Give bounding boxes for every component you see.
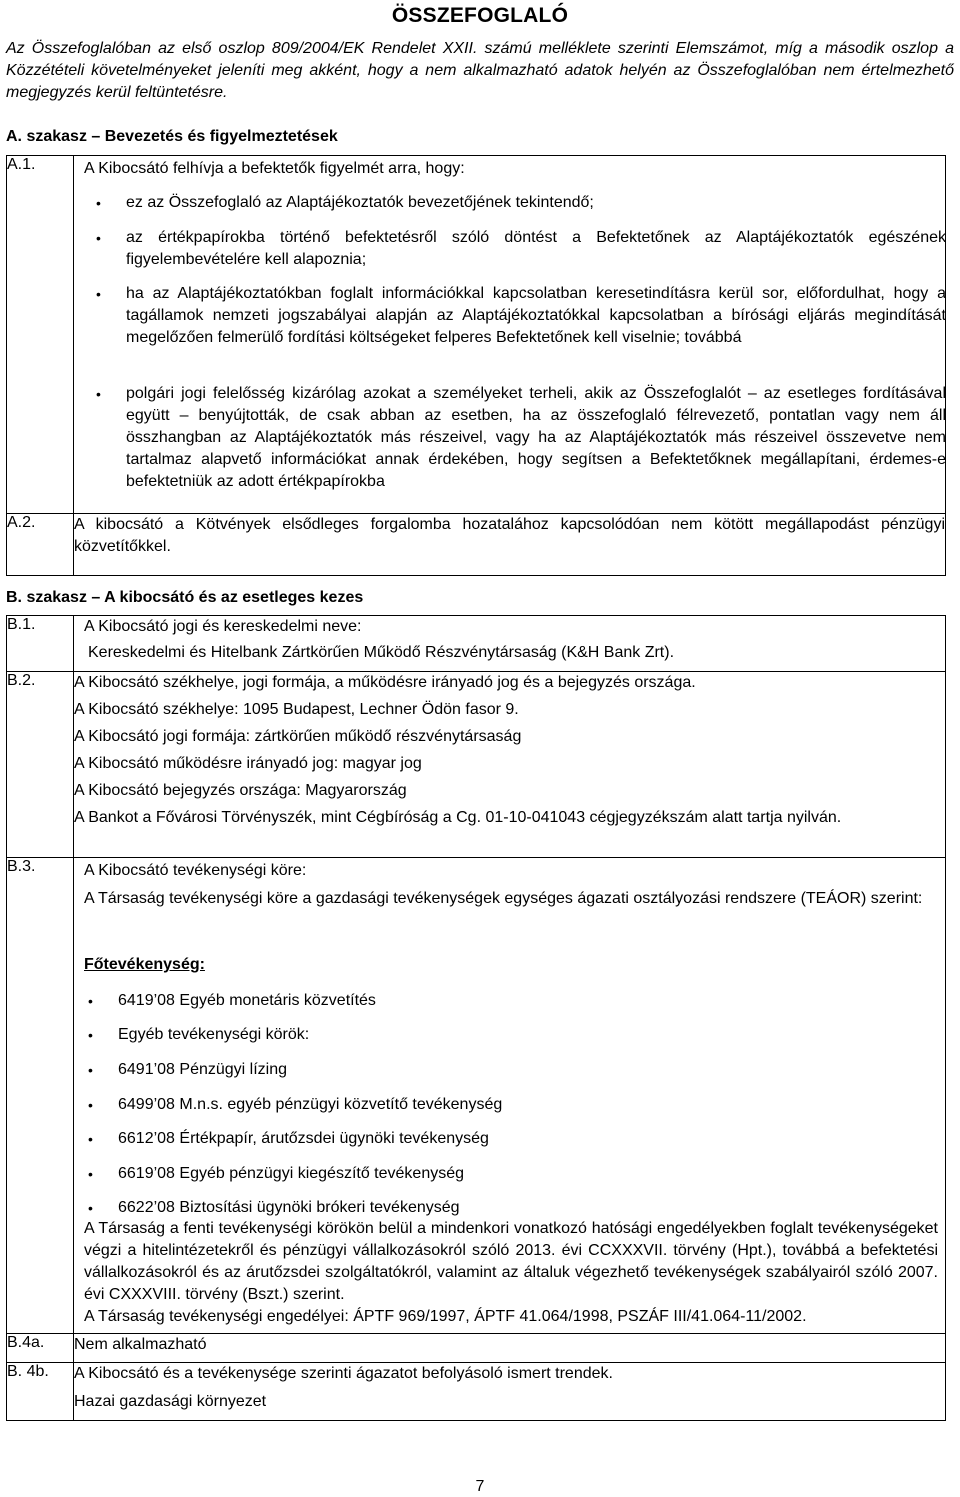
section-a-table: [6, 155, 946, 576]
content-b2: [74, 672, 946, 858]
code-a1: A.1.: [7, 156, 74, 514]
section-b-table: [6, 615, 946, 1421]
row-a1: [7, 156, 946, 514]
row-b2: [7, 672, 946, 858]
activity-4: • 6499’08 M.n.s. egyéb pénzügyi közvetítő tevékenység: [76, 1094, 936, 1116]
row-b3: [7, 858, 946, 1334]
b3-text: A Társaság tevékenységi köre a gazdasági tevékenységek egységes ágazati osztályozási rendszere (TEÁOR) szerint:: [84, 890, 923, 907]
code-b1: B.1.: [7, 616, 74, 672]
content-b4a: [74, 1334, 946, 1363]
b3-main-label: Főtevékenység:: [84, 956, 205, 973]
content-b3: [74, 858, 946, 1334]
b4b-text: Hazai gazdasági környezet: [74, 1393, 267, 1410]
b3-closing: A Társaság a fenti tevékenységi körökön belül a mindenkori vonatkozó hatósági engedélyekben foglalt tevékenységeket végzi a hitelintézetekről és pénzügyi vállalkozásokról szóló 2013. évi CCXXXVII. törvény (Hpt.), továbbá a befektetési vállalkozásokról és az árutőzsdei szolgáltatókról, valamint az általuk végezhető tevékenységek szabályairól szóló 2007. évi CXXXVIII. törvény (Bszt.) szerint.: [84, 1220, 938, 1303]
b4b-lead: A Kibocsátó és a tevékenysége szerinti ágazatot befolyásoló ismert trendek.: [74, 1365, 613, 1382]
code-b2: B.2.: [7, 672, 74, 858]
b2-lead: A Kibocsátó székhelye, jogi formája, a működésre irányadó jog és a bejegyzés országa.: [74, 674, 696, 691]
a2-text: A kibocsátó a Kötvények elsődleges forgalomba hozatalához kapcsolódóan nem kötött megállapodást pénzügyi közvetítőkkel.: [74, 516, 945, 555]
activity-2: • Egyéb tevékenységi körök:: [76, 1024, 936, 1046]
content-b4b: [74, 1363, 946, 1421]
page-title: ÖSSZEFOGLALÓ: [391, 4, 569, 27]
content-a2: [74, 514, 946, 576]
a1-bullet-list: [84, 192, 946, 214]
a1-bullet-1: • ez az Összefoglaló az Alaptájékoztatók bevezetőjének tekintendő;: [84, 192, 946, 214]
activity-1: • 6419’08 Egyéb monetáris közvetítés: [76, 990, 936, 1012]
section-a-heading: A. szakasz – Bevezetés és figyelmeztetések: [6, 128, 338, 145]
row-b1: [7, 616, 946, 672]
activity-5: • 6612’08 Értékpapír, árutőzsdei ügynöki tevékenység: [76, 1128, 936, 1150]
content-a1: [74, 156, 946, 514]
code-a2: A.2.: [7, 514, 74, 576]
activity-6: • 6619’08 Egyéb pénzügyi kiegészítő tevékenység: [76, 1163, 936, 1185]
content-b1: [74, 616, 946, 672]
b3-lead: A Kibocsátó tevékenységi köre:: [84, 862, 307, 879]
b2-line-3: A Kibocsátó működésre irányadó jog: magyar jog: [74, 755, 422, 772]
b3-permits: A Társaság tevékenységi engedélyei: ÁPTF 969/1997, ÁPTF 41.064/1998, PSZÁF III/41.064-11/2002.: [84, 1308, 807, 1325]
row-a2: [7, 514, 946, 576]
row-b4a: [7, 1334, 946, 1363]
section-b-heading: B. szakasz – A kibocsátó és az esetleges kezes: [6, 589, 364, 606]
b2-line-4: A Kibocsátó bejegyzés országa: Magyarország: [74, 782, 407, 799]
page-number: 7: [475, 1478, 485, 1495]
a1-bullet-4: • polgári jogi felelősség kizárólag azokat a személyeket terheli, akik az Összefoglalót – az esetleges fordításával együtt – benyújtották, de csak abban az esetben, ha az összefoglaló félrevezető, pontatlan vagy nem áll összhangban az Alaptájékoztatók más részeivel, vagy ha az Alaptájékoztatók más részeivel összevetve nem tartalmaz alapvető információkat annak érdekében, hogy segítsen a Befektetőknek megállapítani, érdemes-e befektetniük az adott értékpapírokba: [84, 383, 946, 493]
b2-line-1: A Kibocsátó székhelye: 1095 Budapest, Lechner Ödön fasor 9.: [74, 701, 519, 718]
code-b3: B.3.: [7, 858, 74, 1334]
code-b4b: B. 4b.: [7, 1363, 74, 1421]
b2-line-5: A Bankot a Fővárosi Törvényszék, mint Cégbíróság a Cg. 01-10-041043 cégjegyzékszám alatt tartja nyilván.: [74, 809, 842, 826]
a1-lead: A Kibocsátó felhívja a befektetők figyelmét arra, hogy:: [84, 160, 465, 177]
intro-paragraph: Az Összefoglalóban az első oszlop 809/2004/EK Rendelet XXII. számú melléklete szerinti Elemszámot, míg a második oszlop a Közzétételi követelményeket jeleníti meg akként, hogy a nem alkalmazható adatok helyén az Összefoglalóban nem értelmezhető megjegyzés kerül feltüntetésre.: [6, 40, 954, 101]
activity-3: • 6491’08 Pénzügyi lízing: [76, 1059, 936, 1081]
b1-value: Kereskedelmi és Hitelbank Zártkörűen Működő Részvénytársaság (K&H Bank Zrt).: [88, 644, 675, 661]
activity-7: • 6622’08 Biztosítási ügynöki brókeri tevékenység: [76, 1197, 936, 1219]
b2-line-2: A Kibocsátó jogi formája: zártkörűen működő részvénytársaság: [74, 728, 522, 745]
b4a-text: Nem alkalmazható: [74, 1336, 207, 1353]
row-b4b: [7, 1363, 946, 1421]
code-b4a: B.4a.: [7, 1334, 74, 1363]
a1-bullet-3: • ha az Alaptájékoztatókban foglalt információkkal kapcsolatban keresetindításra kerül sor, előfordulhat, hogy a tagállamok nemzeti jogszabályai alapján az Alaptájékoztatókkal kapcsolatban a bírósági eljárás megindítását megelőzően felmerülő fordítási költségeket felperes Befektetőnek kell viselnie; továbbá: [84, 283, 946, 349]
a1-bullet-2: • az értékpapírokba történő befektetésről szóló döntést a Befektetőnek az Alaptájékoztatók egészének figyelembevételére kell alapoznia;: [84, 227, 946, 271]
b1-lead: A Kibocsátó jogi és kereskedelmi neve:: [84, 618, 362, 635]
